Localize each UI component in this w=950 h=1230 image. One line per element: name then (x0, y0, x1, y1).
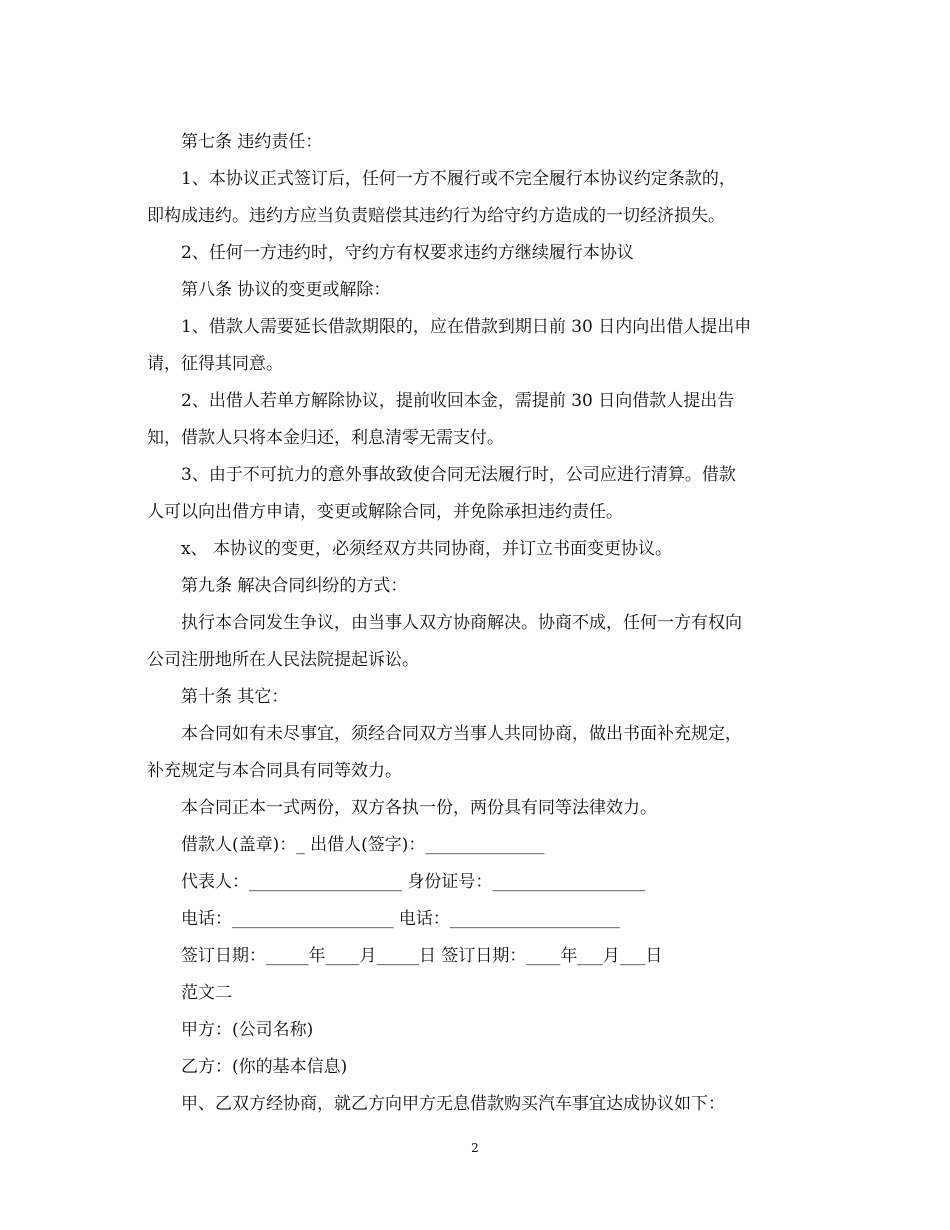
signature-line-date: 签订日期：_____年____月_____日 签订日期：____年___月___日 (181, 946, 663, 966)
article-9-heading: 第九条 解决合同纠纷的方式： (181, 576, 408, 596)
signature-line-representative: 代表人：__________________ 身份证号：__________________ (181, 872, 646, 892)
paragraph-line: 公司注册地所在人民法院提起诉讼。 (147, 650, 419, 670)
sample-two-heading: 范文二 (181, 983, 232, 1003)
agreement-intro-line: 甲、乙双方经协商，就乙方向甲方无息借款购买汽车事宜达成协议如下： (181, 1094, 725, 1114)
party-a-line: 甲方：(公司名称) (181, 1020, 314, 1040)
paragraph-line: 执行本合同发生争议，由当事人双方协商解决。协商不成，任何一方有权向 (181, 613, 742, 633)
paragraph-line: 2、出借人若单方解除协议，提前收回本金，需提前 30 日向借款人提出告 (181, 391, 735, 411)
paragraph-line: 补充规定与本合同具有同等效力。 (147, 761, 402, 781)
paragraph-line: x、 本协议的变更，必须经双方共同协商，并订立书面变更协议。 (181, 539, 672, 559)
signature-line-phone: 电话：___________________ 电话：____________________ (181, 909, 620, 929)
paragraph-line: 1、借款人需要延长借款期限的，应在借款到期日前 30 日内向出借人提出申 (181, 317, 752, 337)
signature-line-seal: 借款人(盖章)：_ 出借人(签字)：______________ (181, 835, 545, 855)
paragraph-line: 3、由于不可抗力的意外事故致使合同无法履行时，公司应进行清算。借款 (181, 465, 736, 485)
paragraph-line: 人可以向出借方申请，变更或解除合同，并免除承担违约责任。 (147, 502, 623, 522)
article-10-heading: 第十条 其它： (181, 687, 289, 707)
paragraph-line: 2、任何一方违约时，守约方有权要求违约方继续履行本协议 (181, 243, 634, 263)
page-number: 2 (471, 1141, 479, 1155)
article-7-heading: 第七条 违约责任： (181, 132, 323, 152)
article-8-heading: 第八条 协议的变更或解除： (181, 280, 391, 300)
paragraph-line: 1、本协议正式签订后，任何一方不履行或不完全履行本协议约定条款的， (181, 169, 736, 189)
paragraph-line: 请，征得其同意。 (147, 354, 283, 374)
paragraph-line: 本合同正本一式两份，双方各执一份，两份具有同等法律效力。 (181, 798, 657, 818)
party-b-line: 乙方：(你的基本信息) (181, 1057, 348, 1077)
paragraph-line: 即构成违约。违约方应当负责赔偿其违约行为给守约方造成的一切经济损失。 (147, 206, 725, 226)
paragraph-line: 知，借款人只将本金归还，利息清零无需支付。 (147, 428, 504, 448)
paragraph-line: 本合同如有未尽事宜，须经合同双方当事人共同协商，做出书面补充规定， (181, 724, 742, 744)
